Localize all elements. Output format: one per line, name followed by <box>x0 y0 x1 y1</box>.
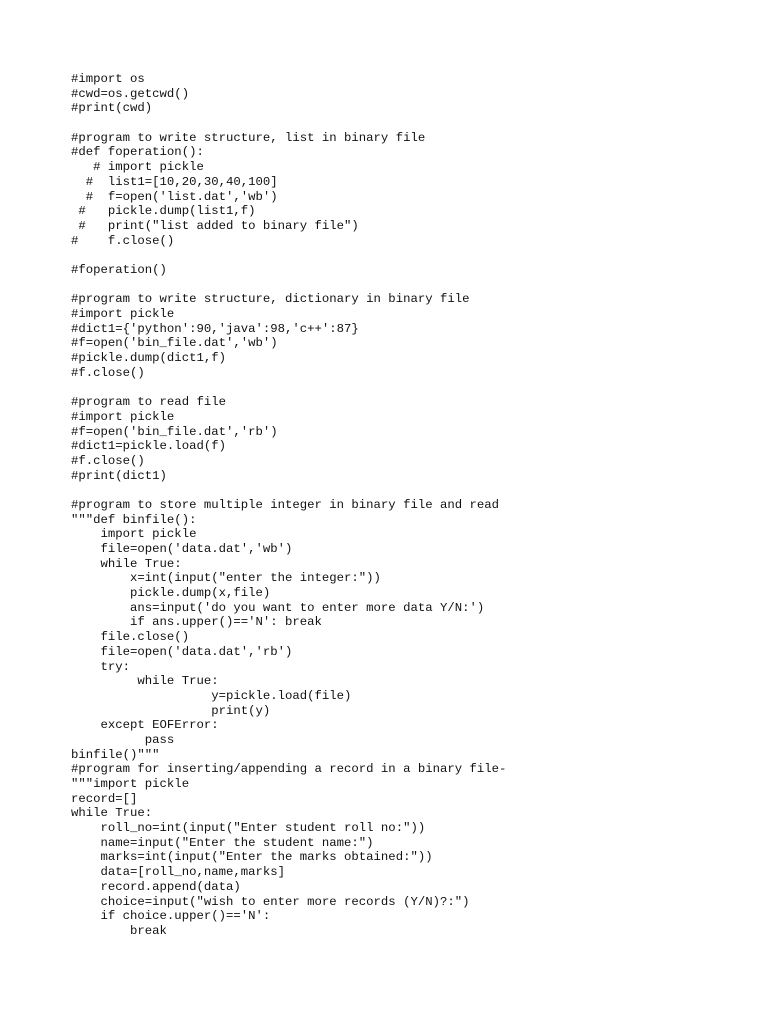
code-line: except EOFError: <box>71 718 219 733</box>
code-line: file=open('data.dat','wb') <box>71 542 293 556</box>
code-line: #foperation() <box>71 262 167 277</box>
code-line: #program to read file <box>71 395 226 410</box>
code-line: while True: <box>71 556 182 571</box>
code-line: #cwd=os.getcwd() <box>71 86 190 101</box>
code-listing <box>71 72 751 939</box>
code-line: """import pickle <box>71 777 190 791</box>
code-line: if choice.upper()=='N': <box>71 909 271 924</box>
code-line <box>71 116 751 131</box>
code-line: #import os <box>71 72 145 86</box>
code-line <box>71 248 751 263</box>
code-line: ans=input('do you want to enter more data Y/N:') <box>71 600 485 615</box>
code-line: #print(cwd) <box>71 101 153 116</box>
code-line: #def foperation(): <box>71 145 204 160</box>
code-line: # print("list added to binary file") <box>71 218 359 233</box>
code-line: #print(dict1) <box>71 468 167 483</box>
code-line: # pickle.dump(list1,f) <box>71 204 256 219</box>
code-line: # f.close() <box>71 233 175 248</box>
code-line: record.append(data) <box>71 879 241 894</box>
code-line: #dict1={'python':90,'java':98,'c++':87} <box>71 321 359 336</box>
code-line: file=open('data.dat','rb') <box>71 644 293 659</box>
code-line: #f.close() <box>71 453 145 468</box>
code-line: y=pickle.load(file) <box>71 688 352 703</box>
code-line: #program to write structure, list in binary file <box>71 130 426 145</box>
code-line: pickle.dump(x,file) <box>71 586 271 601</box>
code-line: file.close() <box>71 630 190 645</box>
code-line <box>71 380 751 395</box>
code-line: roll_no=int(input("Enter student roll no:")) <box>71 821 426 836</box>
code-line: import pickle <box>71 527 197 542</box>
code-line: choice=input("wish to enter more records (Y/N)?:") <box>71 894 470 909</box>
code-line <box>71 278 751 293</box>
code-line: #dict1=pickle.load(f) <box>71 439 226 454</box>
code-line: #program to store multiple integer in binary file and read <box>71 497 500 512</box>
code-line: # import pickle <box>71 160 204 175</box>
code-line: # f=open('list.dat','wb') <box>71 189 278 204</box>
code-line: #program to write structure, dictionary in binary file <box>71 292 470 307</box>
code-line: break <box>71 923 167 938</box>
code-line: while True: <box>71 806 153 821</box>
code-line: #f.close() <box>71 365 145 380</box>
code-line: #import pickle <box>71 409 175 424</box>
code-line: x=int(input("enter the integer:")) <box>71 571 381 586</box>
code-line: print(y) <box>71 703 271 718</box>
code-line: record=[] <box>71 791 138 806</box>
code-line: data=[roll_no,name,marks] <box>71 865 286 880</box>
code-line: if ans.upper()=='N': break <box>71 615 322 630</box>
code-line: pass <box>71 732 175 747</box>
code-line: # list1=[10,20,30,40,100] <box>71 174 278 189</box>
code-line: #program for inserting/appending a record in a binary file- <box>71 762 507 777</box>
code-line: #f=open('bin_file.dat','wb') <box>71 336 278 351</box>
code-line <box>71 483 751 498</box>
code-line: """def binfile(): <box>71 512 197 527</box>
code-line: name=input("Enter the student name:") <box>71 835 374 850</box>
code-line: #pickle.dump(dict1,f) <box>71 351 226 366</box>
code-line: #f=open('bin_file.dat','rb') <box>71 424 278 439</box>
code-line: marks=int(input("Enter the marks obtained:")) <box>71 850 433 865</box>
code-line: binfile()""" <box>71 747 160 762</box>
code-line: while True: <box>71 674 219 689</box>
code-line: #import pickle <box>71 307 175 321</box>
code-line: try: <box>71 659 131 674</box>
